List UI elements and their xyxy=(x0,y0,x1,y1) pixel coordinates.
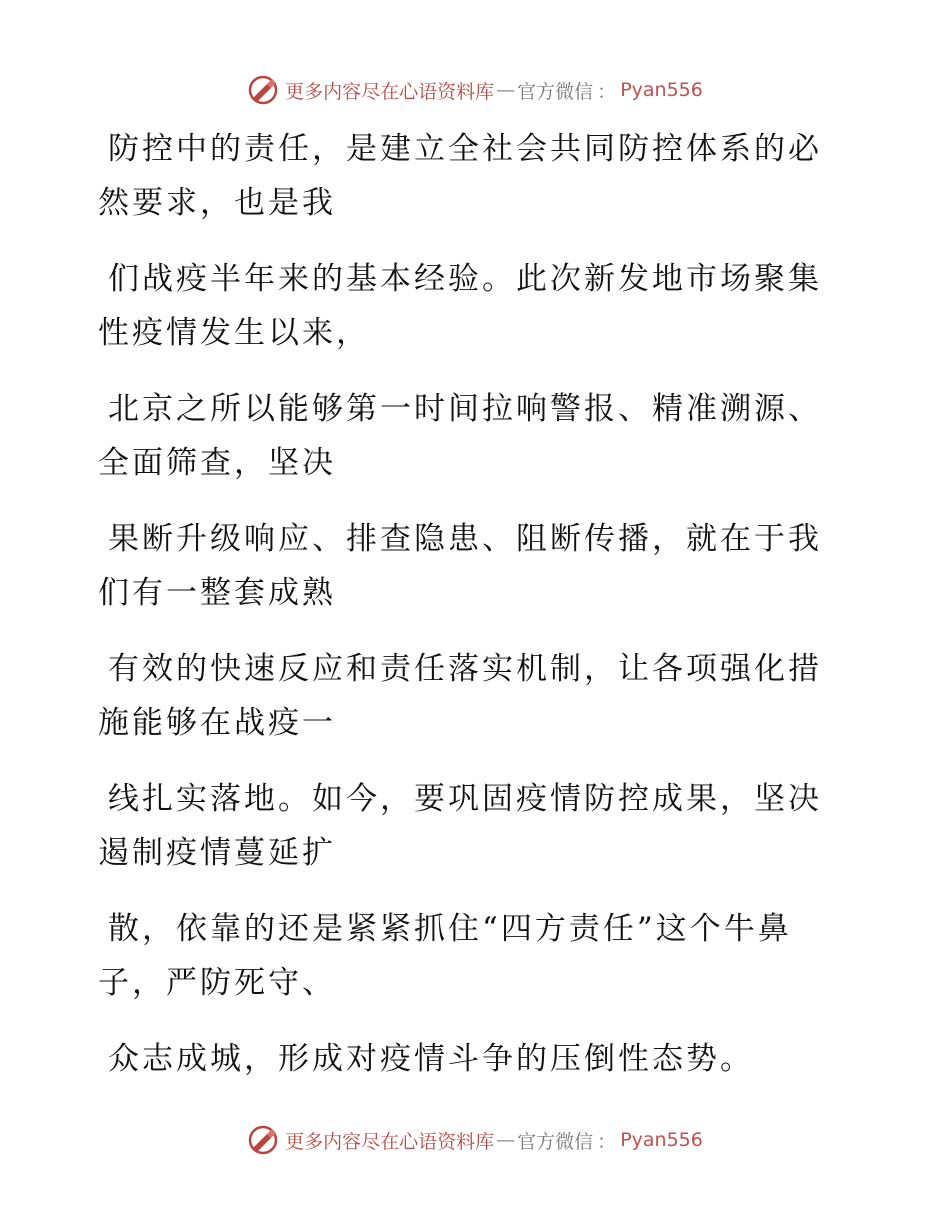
wechat-id: Pyan556 xyxy=(620,1129,703,1151)
wechat-label: 官方微信 xyxy=(517,80,594,103)
paragraph-line: 散，依靠的还是紧紧抓住“四方责任”这个牛鼻 xyxy=(108,911,792,947)
footer-watermark-banner xyxy=(0,1120,950,1160)
paragraph xyxy=(98,252,838,360)
pen-logo-icon xyxy=(247,1124,279,1156)
label-colon: ： xyxy=(597,1130,617,1153)
promo-text: 更多内容尽在心语资料库 xyxy=(285,80,495,103)
header-watermark-banner xyxy=(0,70,950,110)
paragraph xyxy=(98,122,838,230)
pen-logo-icon xyxy=(247,74,279,106)
paragraph xyxy=(98,772,838,880)
paragraph-line: 线扎实落地。如今，要巩固疫情防控成果，坚决 xyxy=(108,781,822,817)
paragraph-line: 众志成城，形成对疫情斗争的压倒性态势。 xyxy=(108,1041,754,1077)
paragraph-line: 子，严防死守、 xyxy=(98,965,336,1001)
paragraph xyxy=(98,642,838,750)
document-body xyxy=(98,122,838,1108)
paragraph xyxy=(98,512,838,620)
label-colon: ： xyxy=(597,80,617,103)
wechat-label: 官方微信 xyxy=(517,1130,594,1153)
paragraph-line: 们有一整套成熟 xyxy=(98,575,336,611)
paragraph-line: 北京之所以能够第一时间拉响警报、精准溯源、 xyxy=(108,391,822,427)
paragraph xyxy=(98,382,838,490)
paragraph-line: 性疫情发生以来， xyxy=(98,315,370,351)
paragraph-line: 遏制疫情蔓延扩 xyxy=(98,835,336,871)
separator-dash: — xyxy=(496,1129,516,1151)
paragraph-line: 防控中的责任，是建立全社会共同防控体系的必 xyxy=(108,131,822,167)
paragraph-line: 果断升级响应、排查隐患、阻断传播，就在于我 xyxy=(108,521,822,557)
paragraph-line: 有效的快速反应和责任落实机制，让各项强化措 xyxy=(108,651,822,687)
separator-dash: — xyxy=(496,79,516,101)
paragraph-line: 然要求，也是我 xyxy=(98,185,336,221)
paragraph-line: 们战疫半年来的基本经验。此次新发地市场聚集 xyxy=(108,261,822,297)
paragraph xyxy=(98,902,838,1010)
paragraph xyxy=(98,1032,838,1086)
promo-text: 更多内容尽在心语资料库 xyxy=(285,1130,495,1153)
paragraph-line: 全面筛查，坚决 xyxy=(98,445,336,481)
wechat-id: Pyan556 xyxy=(620,79,703,101)
paragraph-line: 施能够在战疫一 xyxy=(98,705,336,741)
